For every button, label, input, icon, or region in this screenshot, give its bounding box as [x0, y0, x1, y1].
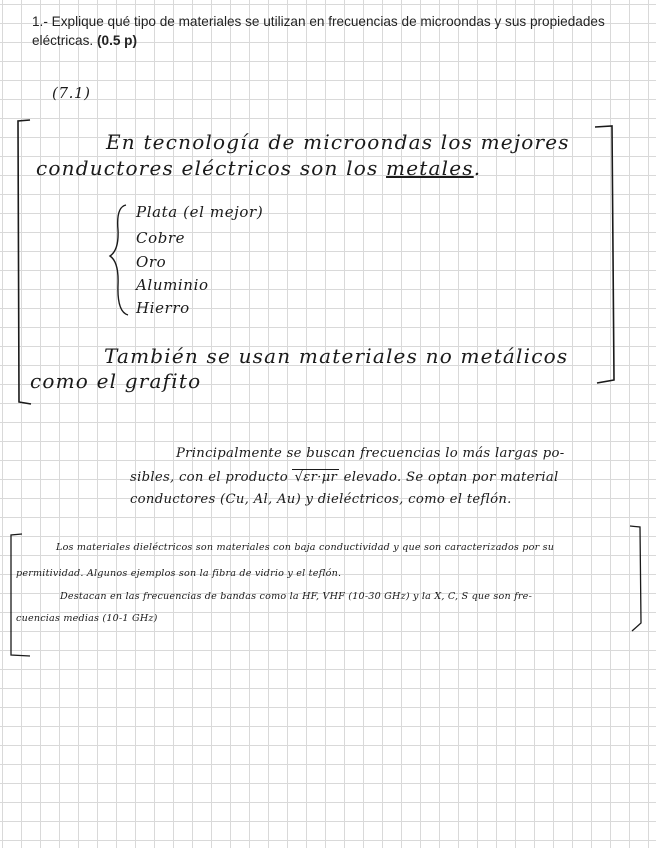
answer-3-line-3: Destacan en las frecuencias de bandas como la HF, VHF (10-30 GHz) y la X, C, S que son fre- — [60, 591, 533, 602]
answer-2-line-2-text: sibles, con el producto — [130, 470, 288, 485]
metal-list-brace — [110, 205, 128, 315]
answer-2-line-2-rest: elevado. Se optan por material — [343, 470, 559, 485]
left-bracket-answer-1 — [18, 120, 31, 404]
metal-item-aluminio: Aluminio — [136, 276, 209, 294]
answer-1-line-2-text: conductores eléctricos son los — [36, 156, 379, 180]
answer-1-line-1: En tecnología de microondas los mejores — [106, 130, 570, 154]
answer-3-line-4: cuencias medias (10-1 GHz) — [16, 613, 158, 624]
metal-item-cobre: Cobre — [136, 229, 186, 247]
answer-1-line-3: También se usan materiales no metálicos — [104, 344, 569, 368]
answer-2-line-3: conductores (Cu, Al, Au) y dieléctricos, como el teflón. — [130, 492, 512, 507]
metal-item-hierro: Hierro — [136, 299, 190, 317]
answer-1-period: . — [473, 156, 482, 180]
metal-item-plata: Plata (el mejor) — [136, 203, 264, 221]
sqrt-product: √ εr·μr — [292, 469, 339, 485]
answer-1-metales: metales — [386, 156, 474, 180]
question-body: 1.- Explique qué tipo de materiales se utilizan en frecuencias de microondas y sus propiedades eléctricas. — [32, 14, 605, 48]
left-bracket-answer-3 — [11, 534, 30, 656]
answer-2-line-1: Principalmente se buscan frecuencias lo más largas po- — [176, 446, 565, 461]
right-bracket-answer-1 — [595, 126, 614, 383]
right-bracket-answer-3 — [630, 526, 641, 631]
answer-1-line-4: como el grafito — [30, 369, 202, 393]
answer-3-line-1: Los materiales dieléctricos son materiales con baja conductividad y que son caracterizados por su — [56, 542, 555, 553]
question-points: (0.5 p) — [96, 33, 138, 48]
answer-3-line-2: permitividad. Algunos ejemplos son la fibra de vidrio y el teflón. — [16, 568, 342, 579]
answer-2-line-2 — [130, 470, 559, 485]
answer-1-line-2 — [36, 156, 481, 180]
metal-item-oro: Oro — [136, 253, 167, 271]
answer-label: (7.1) — [52, 84, 91, 102]
